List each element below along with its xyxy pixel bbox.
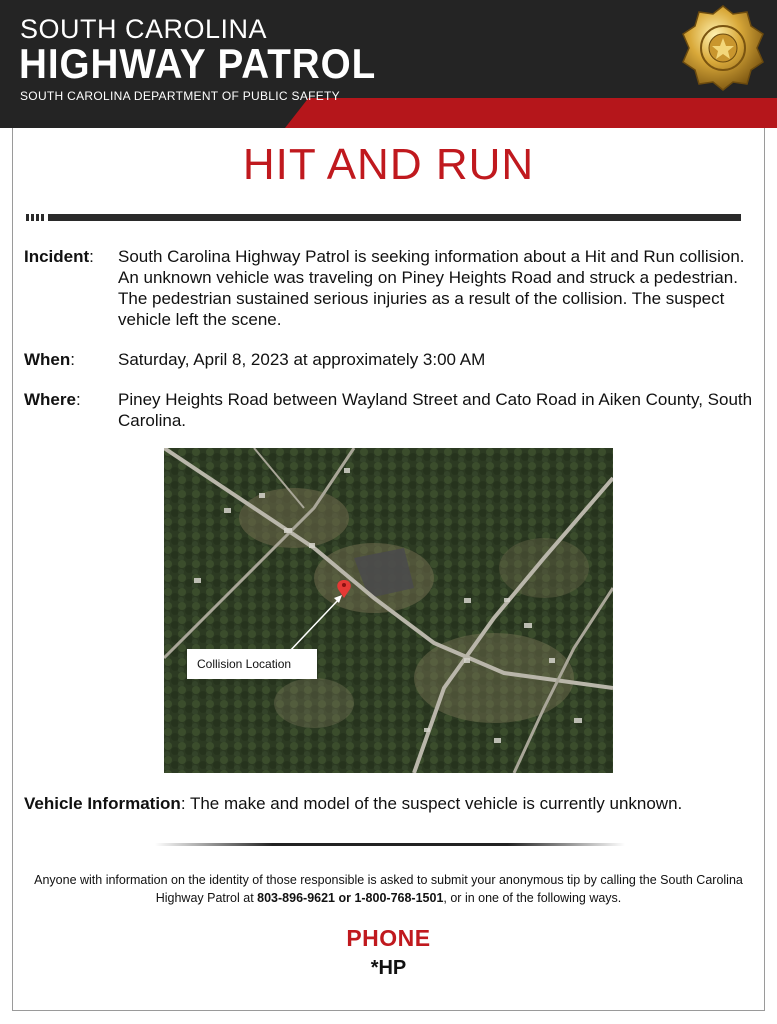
tip-phone-numbers: 803-896-9621 or 1-800-768-1501 xyxy=(257,891,444,905)
map-callout-label: Collision Location xyxy=(197,657,292,671)
header-agency: HIGHWAY PATROL xyxy=(19,40,377,87)
when-label: When: xyxy=(24,350,76,369)
header-banner xyxy=(0,0,777,128)
tip-text-before: Anyone with information on the identity of those responsible is asked to submit your anonymous tip by calling the South Carolina Highway Patrol at xyxy=(34,873,743,905)
vehicle-label: Vehicle Information xyxy=(24,794,181,813)
incident-text: South Carolina Highway Patrol is seeking information about a Hit and Run collision. An unknown vehicle was traveling on Piney Heights Road and struck a pedestrian. The pedestrian sustained serious injuries as a result of the collision. The suspect vehicle left the scene. xyxy=(118,247,745,329)
map-image xyxy=(164,448,613,773)
title-rule xyxy=(48,214,741,221)
header-red-band-angle xyxy=(285,98,777,128)
badge-icon xyxy=(677,2,769,94)
collision-map xyxy=(164,448,613,773)
title-rule-ticks xyxy=(26,214,46,221)
tip-text-after: , or in one of the following ways. xyxy=(443,891,622,905)
phone-code: *HP xyxy=(370,957,407,979)
where-text: Piney Heights Road between Wayland Street and Cato Road in Aiken County, South Carolina. xyxy=(118,390,753,430)
incident-label: Incident: xyxy=(24,247,94,266)
vehicle-text: : The make and model of the suspect vehicle is currently unknown. xyxy=(180,794,683,813)
header-department: SOUTH CAROLINA DEPARTMENT OF PUBLIC SAFETY xyxy=(20,89,340,103)
vehicle-info xyxy=(24,794,682,814)
section-divider xyxy=(155,843,625,846)
phone-heading: PHONE xyxy=(346,925,431,951)
when-text: Saturday, April 8, 2023 at approximately 3:00 AM xyxy=(118,350,486,369)
header-state: SOUTH CAROLINA xyxy=(20,14,268,44)
tip-text xyxy=(30,871,747,907)
where-label: Where: xyxy=(24,390,81,409)
page-title: HIT AND RUN xyxy=(242,140,535,189)
